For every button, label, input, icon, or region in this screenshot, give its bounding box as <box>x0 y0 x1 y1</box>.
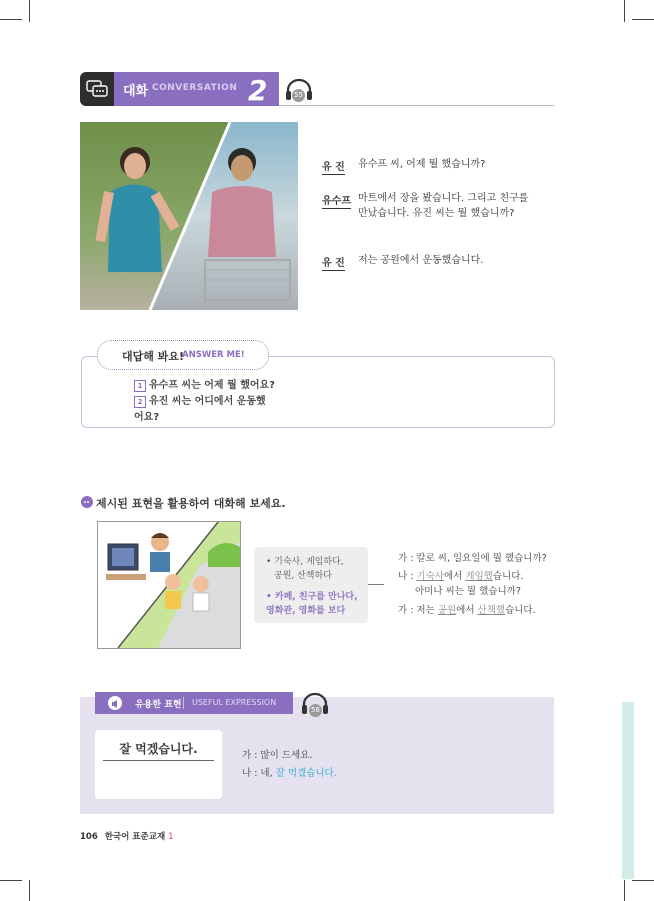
useful-expression-tab <box>95 692 293 714</box>
line-prefix: 가 : 저는 <box>398 605 438 616</box>
track-number: 56 <box>309 704 322 717</box>
speaker-icon <box>108 696 122 710</box>
practice-line-4 <box>398 604 536 618</box>
practice-instruction: 제시된 표현을 활용하여 대화해 보세요. <box>96 497 286 510</box>
dialogue-text: 유수프 씨, 어제 뭘 했습니까? <box>358 159 486 170</box>
header-rule <box>279 105 554 106</box>
line-text: 에서 <box>443 571 466 582</box>
practice-line-3: 아미나 씨는 뭘 했습니까? <box>415 586 521 597</box>
practice-line-1: 가 : 칼로 씨, 일요일에 뭘 했습니까? <box>398 553 547 564</box>
question-2 <box>134 392 266 408</box>
line-text: 에서 <box>456 605 478 616</box>
substitution-slot: 공원 <box>437 605 457 616</box>
useful-line-2 <box>242 766 337 782</box>
dialogue-text: 마트에서 장을 봤습니다. 그리고 친구를 <box>358 193 529 204</box>
substitution-slot: 산책했 <box>477 605 506 616</box>
line-prefix: 나 : <box>398 571 417 582</box>
highlighted-phrase: 잘 먹겠습니다. <box>275 768 337 779</box>
line-prefix: 나 : 네, <box>242 768 276 779</box>
question-2-cont: 어요? <box>134 412 160 423</box>
page-footer <box>80 830 174 842</box>
phrase-underline <box>103 760 214 761</box>
option-set-1 <box>266 555 344 583</box>
useful-title-kr: 유용한 표현 <box>135 700 182 710</box>
chat-bubbles-icon <box>80 72 114 106</box>
book-title: 한국어 표준교재 <box>104 832 166 842</box>
question-1 <box>134 376 275 392</box>
line-text: 습니다. <box>492 571 524 582</box>
speaker-label: 유 진 <box>322 158 345 175</box>
section-title-en: CONVERSATION <box>152 83 238 93</box>
practice-illustration <box>97 521 241 649</box>
page-edge-tab <box>622 702 634 879</box>
question-number: 2 <box>134 396 146 408</box>
question-number: 1 <box>134 380 146 392</box>
expression-card <box>95 730 222 799</box>
section-title-kr: 대화 <box>123 84 149 99</box>
option-line: 영화관, 영화를 보다 <box>266 606 346 616</box>
speaker-label: 유 진 <box>322 254 345 271</box>
answer-title-kr: 대답해 봐요! <box>122 350 184 363</box>
useful-line-1: 가 : 많이 드세요. <box>242 750 313 761</box>
connector-line <box>368 584 384 585</box>
speech-bubble-icon <box>80 494 94 513</box>
substitution-slot: 기숙사 <box>416 571 444 582</box>
expression-phrase: 잘 먹겠습니다. <box>119 742 198 756</box>
speaker-label: 유수프 <box>322 192 351 209</box>
page-number: 106 <box>80 832 98 842</box>
substitution-slot: 게임했 <box>465 571 493 582</box>
conversation-photo <box>80 122 298 310</box>
useful-title-en: USEFUL EXPRESSION <box>192 698 277 707</box>
section-number: 2 <box>248 74 268 107</box>
option-line: 공원, 산책하다 <box>274 571 332 581</box>
option-set-2 <box>266 590 358 618</box>
line-text: 습니다. <box>505 605 536 616</box>
practice-line-2 <box>398 570 523 584</box>
dialogue-text: 저는 공원에서 운동했습니다. <box>358 255 484 266</box>
tab-separator <box>183 697 184 709</box>
answer-me-tag <box>97 340 269 370</box>
book-volume: 1 <box>168 832 174 842</box>
option-line: • 기숙사, 게임하다, <box>266 557 344 567</box>
dialogue-text: 만났습니다. 유진 씨는 뭘 했습니까? <box>358 208 515 219</box>
answer-title-en: ANSWER ME! <box>182 350 245 360</box>
question-text: 유진 씨는 어디에서 운동했 <box>149 396 266 407</box>
option-line: • 카페, 친구를 만나다, <box>266 592 358 602</box>
question-text: 유수프 씨는 어제 뭘 했어요? <box>149 380 275 391</box>
track-number: 55 <box>292 89 305 102</box>
